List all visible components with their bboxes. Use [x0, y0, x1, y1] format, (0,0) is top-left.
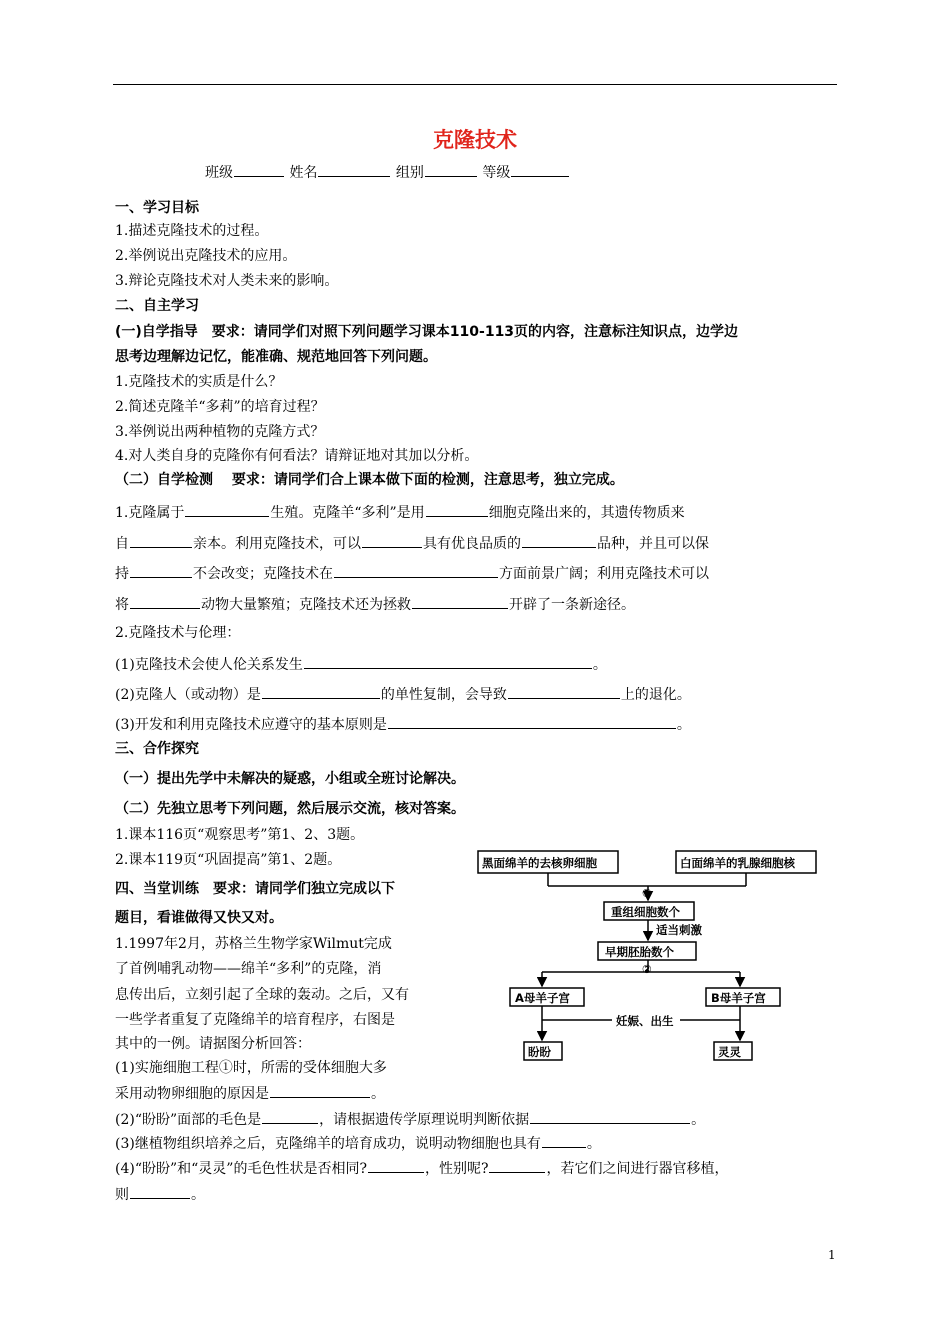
goal-item: 2.举例说出克隆技术的应用。	[115, 248, 297, 264]
cooperation-sub1: （一）提出先学中未解决的疑惑，小组或全班讨论解决。	[115, 771, 465, 787]
ethics-item-2: (2)克隆人（或动物）是 的单性复制，会导致 上的退化。	[115, 684, 691, 704]
section3-heading: 三、合作探究	[115, 741, 199, 757]
exercise-q1-cont: 采用动物卵细胞的原因是 。	[115, 1083, 385, 1103]
answer-blank[interactable]	[489, 1158, 545, 1173]
step2-label: ②	[642, 962, 652, 976]
birth-label: 妊娠、出生	[616, 1014, 674, 1028]
answer-blank[interactable]	[130, 563, 192, 578]
answer-blank[interactable]	[412, 594, 508, 609]
answer-blank[interactable]	[388, 714, 676, 729]
question-item: 4.对人类自身的克隆你有何看法？请辩证地对其加以分析。	[115, 448, 479, 464]
goal-item: 1.描述克隆技术的过程。	[115, 223, 269, 239]
exercise-q4: (4)“盼盼”和“灵灵”的毛色性状是否相同? ，性别呢? ，若它们之间进行器官移植，	[115, 1158, 728, 1178]
fill-line-1: 1.克隆属于 生殖。克隆羊“多利”是用 细胞克隆出来的，其遗传物质来	[115, 502, 685, 522]
egg-cell-label: 黑面绵羊的去核卵细胞	[482, 856, 597, 870]
answer-blank[interactable]	[130, 1184, 190, 1199]
exercise-paragraph: 了首例哺乳动物——绵羊“多利”的克隆，消	[115, 961, 382, 977]
exercise-paragraph: 其中的一例。请据图分析回答：	[115, 1036, 311, 1052]
question-item: 2.简述克隆羊“多莉”的培育过程？	[115, 399, 325, 415]
grade-label: 等级	[482, 165, 511, 181]
answer-blank[interactable]	[368, 1158, 424, 1173]
answer-blank[interactable]	[262, 1109, 318, 1124]
exercise-q4-cont: 则 。	[115, 1184, 205, 1204]
ethics-item-3: (3)开发和利用克隆技术应遵守的基本原则是 。	[115, 714, 691, 734]
name-label: 姓名	[289, 165, 318, 181]
fill-line-4: 将 动物大量繁殖；克隆技术还为拯救 开辟了一条新途径。	[115, 594, 635, 614]
mother-b-label: B母羊子宫	[711, 991, 766, 1005]
section2-heading: 二、自主学习	[115, 298, 199, 314]
page-number: 1	[828, 1248, 836, 1262]
stimulus-label: 适当刺激	[656, 923, 702, 937]
name-blank[interactable]	[318, 162, 390, 177]
answer-blank[interactable]	[304, 654, 592, 669]
self-test-heading: （二）自学检测 要求：请同学们合上课本做下面的检测，注意思考，独立完成。	[115, 472, 624, 488]
section4-heading-cont: 题目，看谁做得又快又对。	[115, 910, 283, 926]
answer-blank[interactable]	[334, 563, 498, 578]
answer-blank[interactable]	[185, 502, 269, 517]
group-blank[interactable]	[425, 162, 477, 177]
panpan-label: 盼盼	[528, 1045, 551, 1059]
lingling-label: 灵灵	[718, 1045, 741, 1059]
fill-line-3: 持 不会改变；克隆技术在 方面前景广阔；利用克隆技术可以	[115, 563, 709, 583]
answer-blank[interactable]	[522, 533, 596, 548]
top-rule	[113, 84, 837, 85]
cooperation-item: 1.课本116页“观察思考”第1、2、3题。	[115, 827, 365, 843]
question-item: 3.举例说出两种植物的克隆方式？	[115, 424, 325, 440]
mother-a-label: A母羊子宫	[515, 991, 570, 1005]
ethics-title: 2.克隆技术与伦理：	[115, 625, 241, 641]
answer-blank[interactable]	[530, 1109, 690, 1124]
self-study-guide: (一)自学指导 要求：请同学们对照下列问题学习课本110-113页的内容，注意标注知识点，边学边	[115, 324, 739, 340]
cloning-flow-diagram	[470, 848, 830, 1068]
exercise-paragraph: 息传出后，立刻引起了全球的轰动。之后，又有	[115, 987, 409, 1003]
answer-blank[interactable]	[262, 684, 380, 699]
exercise-paragraph: 一些学者重复了克隆绵羊的培育程序，右图是	[115, 1012, 395, 1028]
group-label: 组别	[395, 165, 424, 181]
cooperation-item: 2.课本119页“巩固提高”第1、2题。	[115, 852, 342, 868]
goal-item: 3.辩论克隆技术对人类未来的影响。	[115, 273, 339, 289]
question-item: 1.克隆技术的实质是什么？	[115, 374, 283, 390]
section1-heading: 一、学习目标	[115, 200, 199, 216]
answer-blank[interactable]	[508, 684, 620, 699]
answer-blank[interactable]	[270, 1083, 370, 1098]
section4-heading: 四、当堂训练 要求：请同学们独立完成以下	[115, 881, 395, 897]
exercise-paragraph: 1.1997年2月，苏格兰生物学家Wilmut完成	[115, 936, 392, 952]
cooperation-sub2: （二）先独立思考下列问题，然后展示交流，核对答案。	[115, 801, 465, 817]
embryo-label: 早期胚胎数个	[605, 945, 674, 959]
class-label: 班级	[205, 165, 233, 181]
student-info-row	[205, 162, 570, 182]
answer-blank[interactable]	[426, 502, 488, 517]
nucleus-label: 白面绵羊的乳腺细胞核	[680, 856, 795, 870]
self-study-guide-cont: 思考边理解边记忆，能准确、规范地回答下列问题。	[115, 349, 437, 365]
page-title: 克隆技术	[433, 128, 517, 152]
class-blank[interactable]	[234, 162, 284, 177]
answer-blank[interactable]	[130, 533, 192, 548]
recombined-label: 重组细胞数个	[611, 905, 680, 919]
grade-blank[interactable]	[511, 162, 569, 177]
step1-label: ①	[642, 886, 652, 900]
answer-blank[interactable]	[542, 1133, 586, 1148]
exercise-q1: (1)实施细胞工程①时，所需的受体细胞大多	[115, 1060, 387, 1076]
answer-blank[interactable]	[130, 594, 200, 609]
exercise-q3: (3)继植物组织培养之后，克隆绵羊的培育成功，说明动物细胞也具有 。	[115, 1133, 601, 1153]
answer-blank[interactable]	[362, 533, 422, 548]
ethics-item-1: (1)克隆技术会使人伦关系发生 。	[115, 654, 607, 674]
fill-line-2: 自 亲本。利用克隆技术，可以 具有优良品质的 品种，并且可以保	[115, 533, 709, 553]
exercise-q2: (2)“盼盼”面部的毛色是 ，请根据遗传学原理说明判断依据 。	[115, 1109, 705, 1129]
